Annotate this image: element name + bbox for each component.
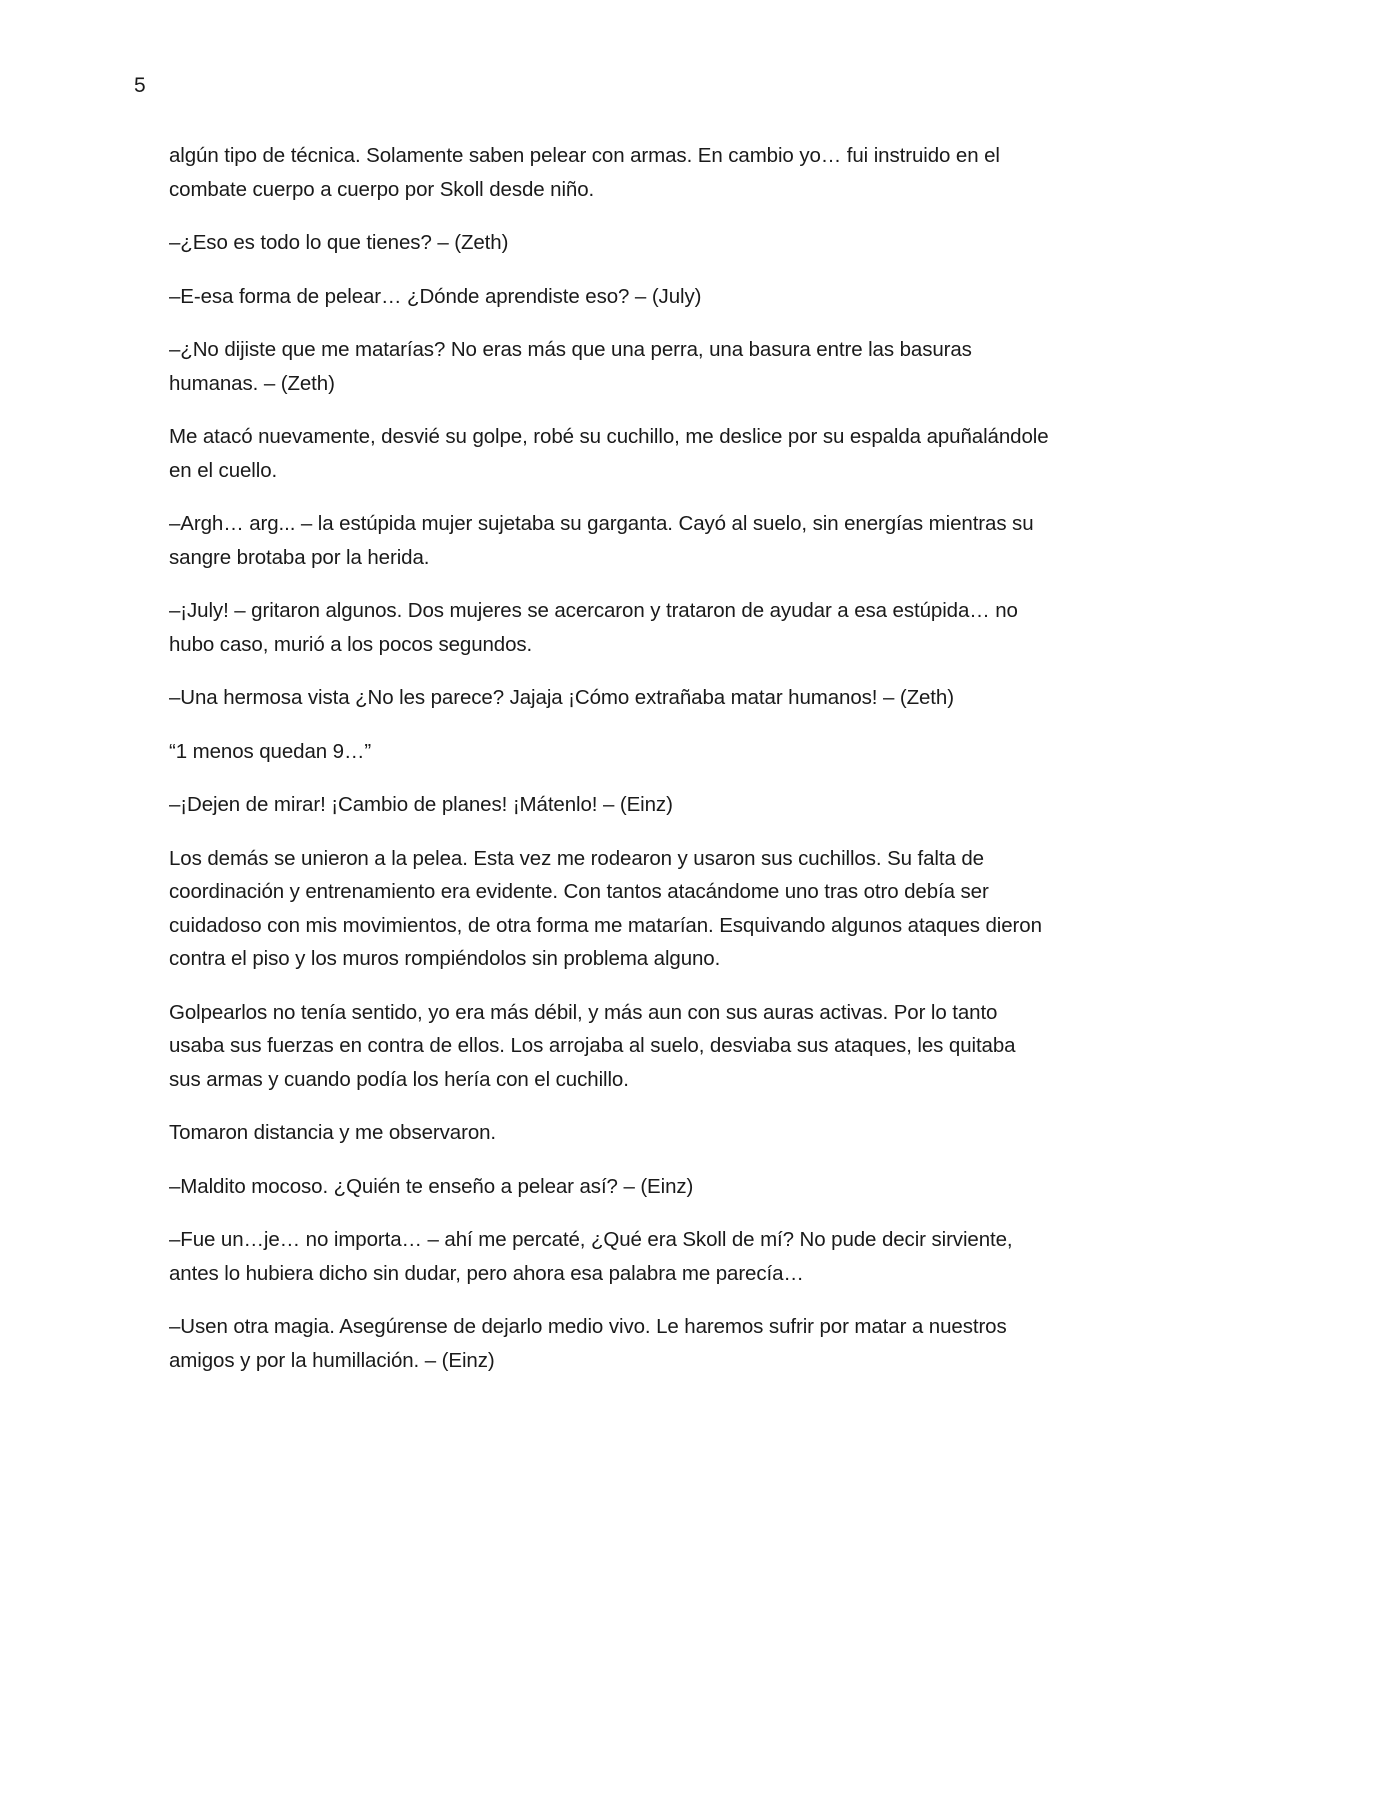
paragraph: algún tipo de técnica. Solamente saben pelear con armas. En cambio yo… fui instruido en el combate cuerpo a cuerpo por Skoll desde niño. — [169, 144, 1000, 201]
paragraph: –Fue un…je… no importa… – ahí me percaté, ¿Qué era Skoll de mí? No pude decir sirviente, antes lo hubiera dicho sin dudar, pero ahora esa palabra me parecía… — [169, 1228, 1013, 1285]
paragraph: –Una hermosa vista ¿No les parece? Jajaja ¡Cómo extrañaba matar humanos! – (Zeth) — [169, 686, 954, 709]
paragraph: Los demás se unieron a la pelea. Esta vez me rodearon y usaron sus cuchillos. Su falta de coordinación y entrenamiento era evidente. Con tantos atacándome uno tras otro debía ser cuidadoso con mis movimientos, de otra forma me matarían. Esquivando algunos ataques dieron contra el piso y los muros rompiéndolos sin problema alguno. — [169, 846, 1042, 970]
paragraph: –¡Dejen de mirar! ¡Cambio de planes! ¡Mátenlo! – (Einz) — [169, 793, 673, 816]
paragraph: Tomaron distancia y me observaron. — [169, 1121, 497, 1144]
paragraph: –Maldito mocoso. ¿Quién te enseño a pelear así? – (Einz) — [169, 1174, 694, 1198]
paragraph: “1 menos quedan 9…” — [169, 739, 372, 763]
paragraph: –Argh… arg... – la estúpida mujer sujetaba su garganta. Cayó al suelo, sin energías mientras su sangre brotaba por la herida. — [169, 512, 1034, 569]
page-number: 5 — [134, 74, 146, 97]
paragraph: –¿Eso es todo lo que tienes? – (Zeth) — [169, 231, 509, 254]
paragraph: –E-esa forma de pelear… ¿Dónde aprendiste eso? – (July) — [169, 284, 702, 308]
paragraph: –¿No dijiste que me matarías? No eras más que una perra, una basura entre las basuras humanas. – (Zeth) — [169, 338, 972, 395]
paragraph: –¡July! – gritaron algunos. Dos mujeres se acercaron y trataron de ayudar a esa estúpida… no hubo caso, murió a los pocos segundos. — [169, 599, 1018, 656]
body-text — [169, 139, 1049, 1397]
paragraph: –Usen otra magia. Asegúrense de dejarlo medio vivo. Le haremos sufrir por matar a nuestros amigos y por la humillación. – (Einz) — [169, 1315, 1007, 1372]
paragraph: Golpearlos no tenía sentido, yo era más débil, y más aun con sus auras activas. Por lo tanto usaba sus fuerzas en contra de ellos. Los arrojaba al suelo, desviaba sus ataques, les quitaba sus armas y cuando podía los hería con el cuchillo. — [169, 1000, 1016, 1091]
paragraph: Me atacó nuevamente, desvié su golpe, robé su cuchillo, me deslice por su espalda apuñalándole en el cuello. — [169, 425, 1049, 482]
